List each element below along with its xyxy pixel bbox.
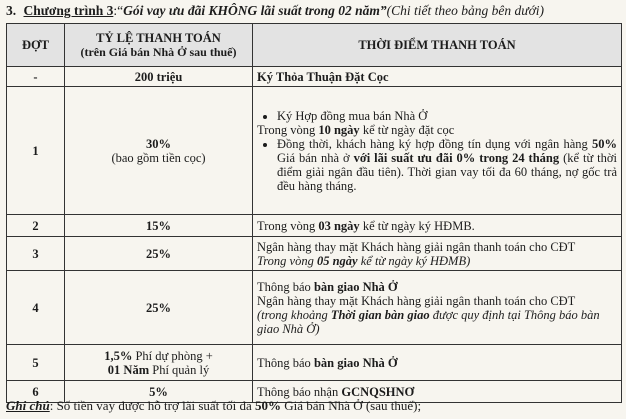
table-header-row [7,24,622,67]
program-colon: :“ [113,3,124,18]
row-period: 1 [7,87,65,215]
header-rate-title: TỶ LỆ THANH TOÁN [96,31,221,45]
row-period: 3 [7,237,65,271]
table-row [7,87,622,215]
row-time: Thông báo bàn giao Nhà Ở [253,345,622,381]
row-rate: 25% [65,237,253,271]
row-time: Ký Thỏa Thuận Đặt Cọc [253,67,622,87]
rate-note: (bao gồm tiền cọc) [111,150,206,165]
time-bullets-2 [257,137,617,193]
section-heading [6,3,622,19]
table-row [7,67,622,87]
program-name: Gói vay ưu đãi KHÔNG lãi suất trong 02 năm [123,3,380,18]
row-time: Trong vòng 03 ngày kể từ ngày ký HĐMB. [253,215,622,237]
disbursement-line: Ngân hàng thay mặt Khách hàng giải ngân thanh toán cho CĐT [257,239,576,254]
bullet-credit-contract: • Đồng thời, khách hàng ký hợp đồng tín dụng với ngân hàng 50% Giá bán nhà ở với lãi suất ưu đãi 0% trong 24 tháng (kể từ thời điểm giải ngân đầu tiên). Thời gian vay tối đa 60 tháng, nợ gốc trả đều hàng tháng. [277,137,617,193]
header-time: THỜI ĐIỂM THANH TOÁN [253,24,622,67]
row-time [253,271,622,345]
table-row [7,271,622,345]
handover-notice: Thông báo bàn giao Nhà Ở [257,279,398,294]
row-rate [65,87,253,215]
program-label: Chương trình 3 [23,3,114,18]
row-time [253,87,622,215]
row-rate: 25% [65,271,253,345]
table-row [7,237,622,271]
row-rate: 5% [65,381,253,403]
program-note: (Chi tiết theo bảng bên dưới) [386,3,545,18]
table-row [7,345,622,381]
row-rate: 15% [65,215,253,237]
reserve-fee: 1,5% Phí dự phòng + [104,348,213,363]
row-period: 2 [7,215,65,237]
payment-schedule-table [6,23,622,403]
row-period: 5 [7,345,65,381]
header-period: ĐỢT [7,24,65,67]
disbursement-deadline: Trong vòng 05 ngày kể từ ngày ký HĐMB) [257,253,471,268]
handover-period: (trong khoảng Thời gian bàn giao được quy định tại Thông báo bàn giao Nhà Ở) [257,307,600,336]
deposit-deadline: Trong vòng 10 ngày kể từ ngày đặt cọc [257,122,455,137]
row-rate: 200 triệu [65,67,253,87]
row-period: 4 [7,271,65,345]
footnote: Ghi chú: Số tiền vay được hỗ trợ lãi suất tối đa 50% Giá bán Nhà Ở (sau thuế); [6,398,422,413]
rate-value: 30% [146,136,171,151]
row-time [253,237,622,271]
row-time: Thông báo nhận GCNQSHNƠ [253,381,622,403]
section-number: 3. [6,3,17,18]
row-period: - [7,67,65,87]
footnote-label: Ghi chú [6,398,50,413]
disbursement-line: Ngân hàng thay mặt Khách hàng giải ngân thanh toán cho CĐT [257,293,576,308]
table-row [7,215,622,237]
program-close-quote: ” [379,3,387,18]
header-rate-subtitle: (trên Giá bán Nhà Ở sau thuế) [80,45,237,59]
header-rate [65,24,253,67]
row-period: 6 [7,381,65,403]
time-bullets-1 [257,109,617,123]
bullet-sign-contract: • Ký Hợp đồng mua bán Nhà Ở [277,109,617,123]
management-fee: 01 Năm Phí quản lý [107,362,210,377]
row-rate [65,345,253,381]
